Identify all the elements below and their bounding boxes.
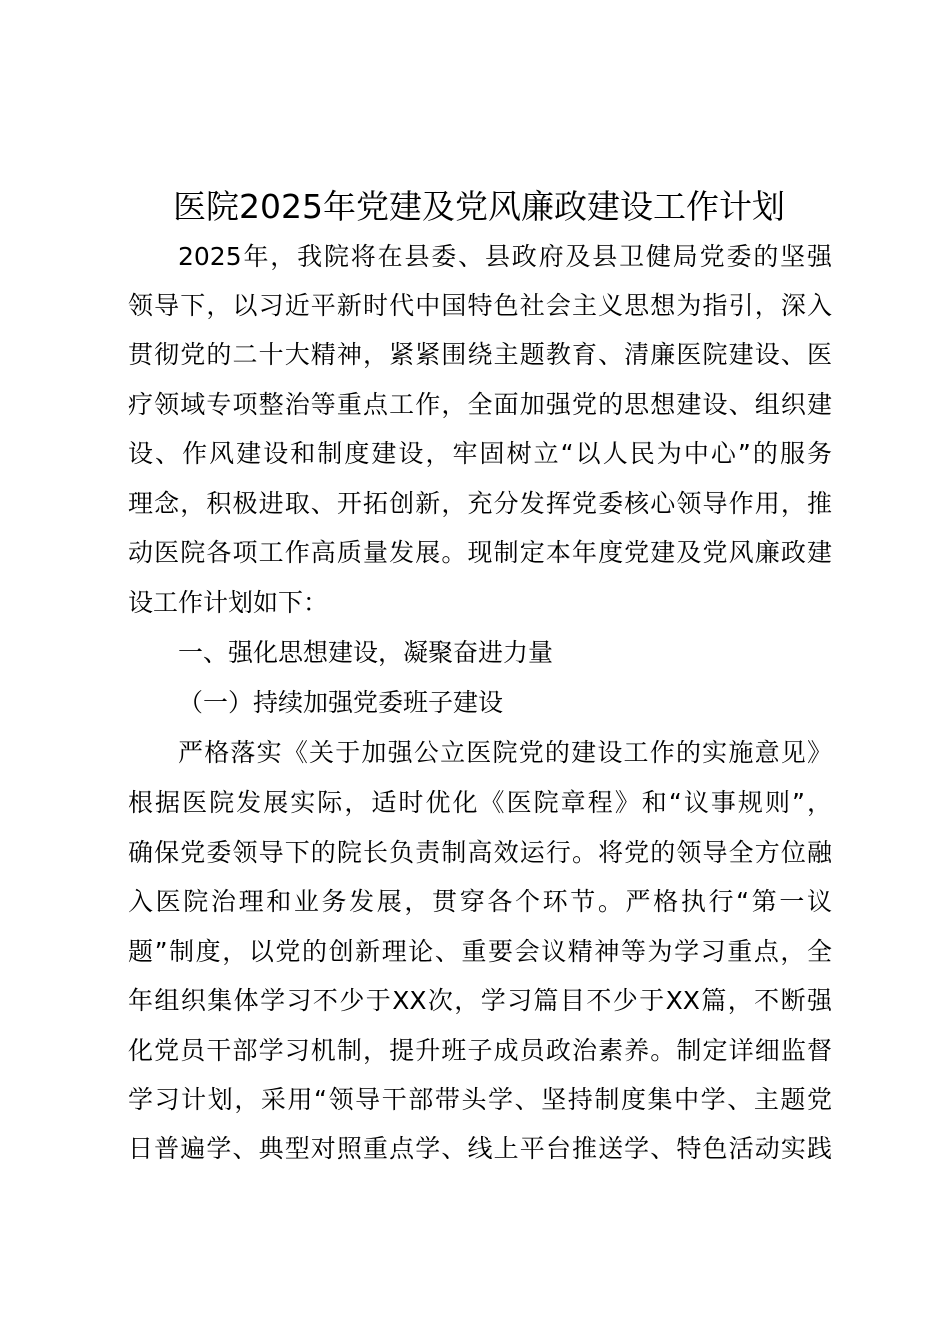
paragraph-line: 入医院治理和业务发展，贯穿各个环节。严格执行“第一议 — [128, 887, 832, 916]
paragraph-line: 2025年，我院将在县委、县政府及县卫健局党委的坚强 — [178, 242, 832, 271]
paragraph-line: 年组织集体学习不少于XX次，学习篇目不少于XX篇，不断强 — [128, 986, 832, 1015]
paragraph-line: 确保党委领导下的院长负责制高效运行。将党的领导全方位融 — [128, 838, 832, 867]
paragraph-line: 动医院各项工作高质量发展。现制定本年度党建及党风廉政建 — [128, 538, 832, 567]
paragraph-line: 化党员干部学习机制，提升班子成员政治素养。制定详细监督 — [128, 1036, 832, 1065]
paragraph-line: 贯彻党的二十大精神，紧紧围绕主题教育、清廉医院建设、医 — [128, 340, 832, 369]
paragraph-line: 严格落实《关于加强公立医院党的建设工作的实施意见》 — [178, 738, 832, 767]
section-heading: 一、强化思想建设，凝聚奋进力量 — [178, 638, 554, 667]
paragraph-line: 领导下，以习近平新时代中国特色社会主义思想为指引，深入 — [128, 291, 832, 320]
paragraph-line: 设工作计划如下： — [128, 588, 329, 617]
subsection-heading: （一）持续加强党委班子建设 — [178, 688, 504, 717]
paragraph-line: 疗领域专项整治等重点工作，全面加强党的思想建设、组织建 — [128, 390, 832, 419]
paragraph-line: 学习计划，采用“领导干部带头学、坚持制度集中学、主题党 — [128, 1085, 832, 1114]
paragraph-line: 理念，积极进取、开拓创新，充分发挥党委核心领导作用，推 — [128, 489, 832, 518]
paragraph-line: 日普遍学、典型对照重点学、线上平台推送学、特色活动实践 — [128, 1134, 832, 1163]
paragraph-line: 题”制度，以党的创新理论、重要会议精神等为学习重点，全 — [128, 937, 832, 966]
paragraph-line: 设、作风建设和制度建设，牢固树立“以人民为中心”的服务 — [128, 439, 832, 468]
paragraph-line: 根据医院发展实际，适时优化《医院章程》和“议事规则”， — [128, 788, 832, 817]
document-title: 医院2025年党建及党风廉政建设工作计划 — [173, 187, 785, 226]
